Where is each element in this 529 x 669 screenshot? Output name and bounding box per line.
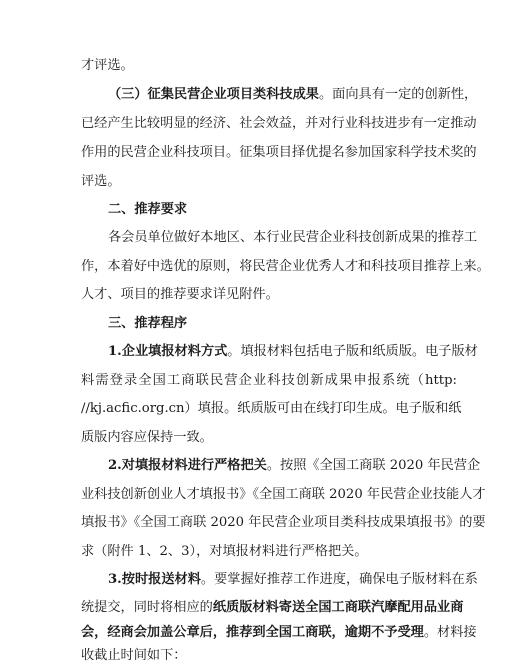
text-line	[81, 512, 486, 534]
item-heading-3: 3.按时报送材料	[108, 572, 201, 587]
text-line	[108, 84, 478, 106]
text-segment-bold: 纸质版材料寄送全国工商联汽摩配用品业商	[212, 600, 464, 615]
section-heading-line	[108, 313, 457, 335]
section-heading-recommend-procedure: 三、推荐程序	[108, 316, 188, 331]
text-segment: 业科技创新创业人才填报书》《全国工商联 2020 年民营企业技能人才	[81, 487, 486, 502]
text-line	[81, 645, 457, 667]
text-segment: 。填报材料包括电子版和纸质版。电子版材	[227, 344, 478, 359]
text-segment: 填报书》《全国工商联 2020 年民营企业项目类科技成果填报书》的要	[81, 515, 486, 530]
text-segment: 评选。	[81, 174, 121, 189]
text-segment: 料需登录全国工商联民营企业科技创新成果申报系统（http:	[81, 373, 457, 388]
text-line	[81, 597, 464, 619]
text-line	[81, 142, 477, 164]
section-heading-line	[108, 199, 457, 221]
text-line	[81, 398, 462, 420]
text-segment: 。要掌握好推荐工作进度，确保电子版材料在系	[200, 572, 478, 587]
text-segment: 人才、项目的推荐要求详见附件。	[81, 287, 279, 302]
text-line	[81, 427, 457, 449]
text-segment: 已经产生比较明显的经济、社会效益，并对行业科技进步有一定推动	[81, 116, 477, 131]
text-segment: 。按照《全国工商联 2020 年民营企	[266, 458, 481, 473]
text-line	[81, 622, 477, 644]
text-line	[81, 256, 490, 278]
text-line	[81, 284, 457, 306]
text-segment: 统提交，同时将相应的	[81, 600, 213, 615]
text-line	[108, 341, 478, 363]
text-segment: 才评选。	[81, 58, 134, 73]
text-line	[81, 541, 457, 563]
text-line	[81, 113, 477, 135]
item-heading-1: 1.企业填报材料方式	[108, 344, 228, 359]
text-line	[81, 484, 486, 506]
section-heading-recommend-requirements: 二、推荐要求	[108, 202, 188, 217]
text-line	[81, 55, 457, 77]
text-line	[108, 227, 478, 249]
item-heading-2: 2.对填报材料进行严格把关	[108, 458, 267, 473]
text-segment-bold: 会，经商会加盖公章后，推荐到全国工商联，逾期不予受理	[81, 625, 424, 640]
text-segment: 。面向具有一定的创新性，	[319, 87, 478, 102]
text-segment: //kj.acfic.org.cn）填报。纸质版可由在线打印生成。电子版和纸	[81, 401, 462, 416]
text-segment: 。材料接	[423, 625, 477, 640]
text-line	[81, 171, 457, 193]
text-segment: 求（附件 1、2、3），对填报材料进行严格把关。	[81, 544, 368, 559]
text-line	[108, 569, 478, 591]
text-segment: 作用的民营企业科技项目。征集项目择优提名参加国家科学技术奖的	[81, 145, 477, 160]
text-segment: 收截止时间如下：	[81, 648, 187, 663]
section-heading-3: （三）征集民营企业项目类科技成果	[108, 87, 319, 102]
text-segment: 质版内容应保持一致。	[81, 430, 213, 445]
text-segment: 各会员单位做好本地区、本行业民营企业科技创新成果的推荐工	[108, 230, 478, 245]
text-line	[81, 370, 457, 392]
text-line	[108, 455, 481, 477]
text-segment: 作，本着好中选优的原则，将民营企业优秀人才和科技项目推荐上来。	[81, 259, 490, 274]
